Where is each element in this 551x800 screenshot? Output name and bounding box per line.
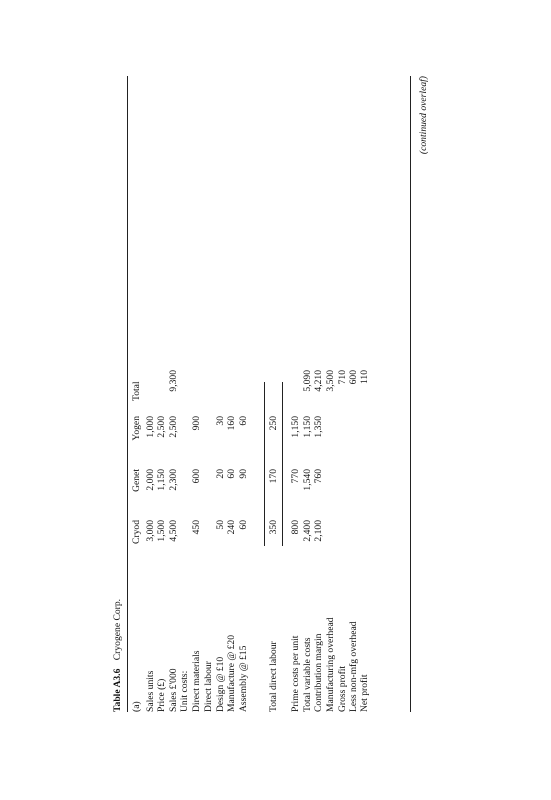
table-cell-genet: 2,300 (168, 469, 179, 491)
table-corner-label: (a) (131, 701, 142, 712)
row-label: Gross profit (337, 665, 348, 712)
table-cell-genet: 770 (290, 469, 301, 484)
table-cell-yogen: 30 (215, 416, 226, 426)
table-cell-total: 9,300 (168, 370, 179, 392)
table-cell-yogen: 1,150 (290, 416, 301, 438)
row-label: Sales £'000 (168, 668, 179, 712)
table-cell-cryod: 3,000 (145, 520, 156, 542)
table-cell-total: 110 (359, 370, 370, 385)
table-cell-genet: 600 (191, 469, 202, 484)
table-cell-total: 4,210 (313, 370, 324, 392)
row-label: Direct materials (191, 650, 202, 712)
table-cell-yogen: 60 (238, 416, 249, 426)
row-label: Prime costs per unit (290, 635, 301, 712)
table-cell-total: 710 (337, 370, 348, 385)
table-cell-cryod: 4,500 (168, 520, 179, 542)
table-number: Table A3.6 (112, 668, 123, 712)
table-cell-genet: 60 (226, 469, 237, 479)
subtotal-rule-below (282, 382, 283, 546)
column-header-total: Total (131, 381, 142, 401)
table-cell-total: 600 (348, 370, 359, 385)
table-cell-cryod: 240 (226, 520, 237, 535)
continued-note: (continued overleaf) (418, 76, 429, 155)
column-header-genet: Genet (131, 469, 142, 492)
row-label: Design @ £10 (215, 656, 226, 712)
table-cell-cryod: 50 (215, 520, 226, 530)
table-cell-yogen: 1,350 (313, 416, 324, 438)
table-cell-cryod: 60 (238, 520, 249, 530)
column-header-yogen: Yogen (131, 416, 142, 441)
column-header-cryod: Cryod (131, 520, 142, 544)
table-cell-yogen: 250 (268, 416, 279, 431)
row-label: Contribution margin (313, 633, 324, 712)
table-cell-genet: 1,540 (302, 469, 313, 491)
row-label: Net profit (359, 674, 370, 712)
table-cell-total: 3,500 (325, 370, 336, 392)
row-label: Manufacture @ £20 (226, 634, 237, 712)
table-cell-cryod: 800 (290, 520, 301, 535)
table-cell-yogen: 2,500 (168, 416, 179, 438)
row-label: Unit costs: (179, 670, 190, 712)
table-title: Cryogene Corp. (112, 598, 123, 661)
subtotal-rule-above (264, 382, 265, 546)
table-cell-yogen: 900 (191, 416, 202, 431)
table-cell-yogen: 2,500 (156, 416, 167, 438)
table-cell-yogen: 160 (226, 416, 237, 431)
row-label: Total direct labour (268, 641, 279, 712)
table-bottom-rule (410, 76, 411, 712)
table-cell-genet: 760 (313, 469, 324, 484)
table-cell-genet: 170 (268, 469, 279, 484)
row-label: Price (£) (156, 678, 167, 712)
row-label: Sales units (145, 670, 156, 712)
table-cell-total: 5,090 (302, 370, 313, 392)
table-cell-genet: 1,150 (156, 469, 167, 491)
table-cell-yogen: 1,150 (302, 416, 313, 438)
table-cell-yogen: 1,000 (145, 416, 156, 438)
table-top-rule (127, 76, 128, 712)
row-label: Assembly @ £15 (238, 645, 249, 712)
table-cell-cryod: 350 (268, 520, 279, 535)
table-caption (112, 599, 124, 712)
row-label: Manufacturing overhead (325, 617, 336, 712)
table-cell-cryod: 1,500 (156, 520, 167, 542)
table-cell-genet: 2,000 (145, 469, 156, 491)
table-cell-genet: 20 (215, 469, 226, 479)
row-label: Direct labour (203, 661, 214, 712)
table-cell-cryod: 2,400 (302, 520, 313, 542)
table-cell-cryod: 450 (191, 520, 202, 535)
row-label: Total variable costs (302, 637, 313, 712)
row-label: Less non-mfg overhead (348, 621, 359, 712)
table-cell-cryod: 2,100 (313, 520, 324, 542)
table-cell-genet: 90 (238, 469, 249, 479)
